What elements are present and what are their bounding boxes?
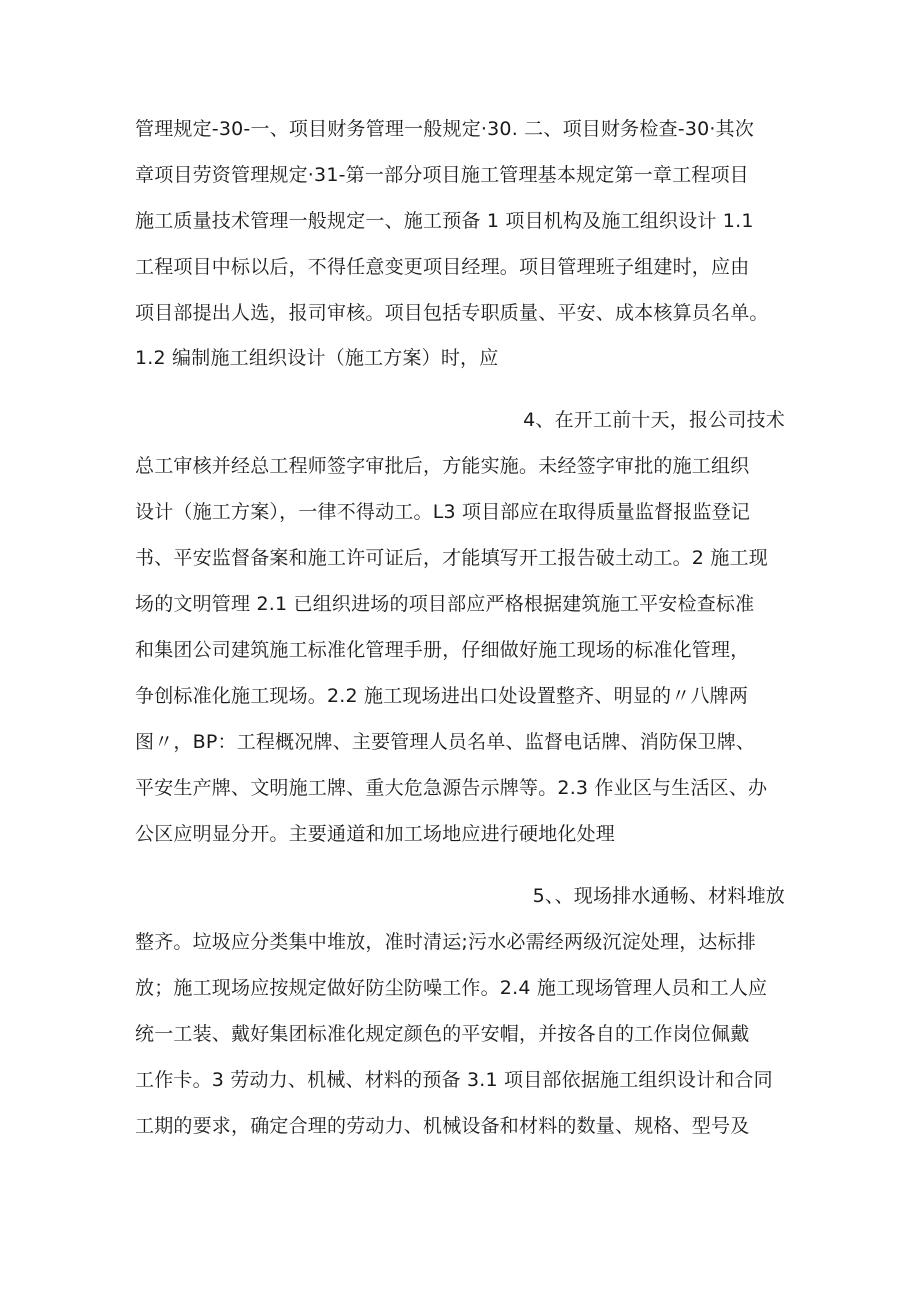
paragraph-line: 平安生产牌、文明施工牌、重大危急源告示牌等。2.3 作业区与生活区、办: [135, 777, 768, 799]
paragraph-line: 工作卡。3 劳动力、机械、材料的预备 3.1 项目部依据施工组织设计和合同: [135, 1069, 773, 1091]
paragraph-line: 工期的要求，确定合理的劳动力、机械设备和材料的数量、规格、型号及: [135, 1115, 750, 1137]
paragraph-line: 设计（施工方案），一律不得动工。L3 项目部应在取得质量监督报监登记: [135, 501, 751, 523]
paragraph-line: 图〃，BP：工程概况牌、主要管理人员名单、监督电话牌、消防保卫牌、: [135, 731, 756, 753]
paragraph-line-indented: 4、在开工前十天，报公司技术: [523, 409, 785, 431]
paragraph-line: 章项目劳资管理规定·31-第一部分项目施工管理基本规定第一章工程项目: [135, 164, 749, 186]
paragraph-line: 争创标准化施工现场。2.2 施工现场进出口处设置整齐、明显的〃八牌两: [135, 685, 749, 707]
paragraph-line: 项目部提出人选，报司审核。项目包括专职质量、平安、成本核算员名单。: [135, 302, 769, 324]
paragraph-line: 管理规定-30-一、项目财务管理一般规定·30. 二、项目财务检查-30·其次: [135, 118, 755, 140]
paragraph-line: 统一工装、戴好集团标准化规定颜色的平安帽，并按各自的工作岗位佩戴: [135, 1023, 750, 1045]
paragraph-line: 书、平安监督备案和施工许可证后，才能填写开工报告破土动工。2 施工现: [135, 547, 768, 569]
paragraph-line: 工程项目中标以后，不得任意变更项目经理。项目管理班子组建时，应由: [135, 256, 750, 278]
paragraph-line: 放；施工现场应按规定做好防尘防噪工作。2.4 施工现场管理人员和工人应: [135, 977, 768, 999]
paragraph-line: 整齐。垃圾应分类集中堆放，准时清运;污水必需经两级沉淀处理，达标排: [135, 931, 757, 953]
paragraph-line: 和集团公司建筑施工标准化管理手册，仔细做好施工现场的标准化管理，: [135, 639, 750, 661]
paragraph-line-indented: 5、、现场排水通畅、材料堆放: [532, 885, 785, 907]
paragraph-line: 总工审核并经总工程师签字审批后，方能实施。未经签字审批的施工组织: [135, 455, 750, 477]
paragraph-line: 施工质量技术管理一般规定一、施工预备 1 项目机构及施工组织设计 1.1: [135, 210, 754, 232]
paragraph-line: 1.2 编制施工组织设计（施工方案）时，应: [135, 347, 499, 369]
paragraph-line: 场的文明管理 2.1 已组织进场的项目部应严格根据建筑施工平安检查标准: [135, 593, 755, 615]
paragraph-line: 公区应明显分开。主要通道和加工场地应进行硬地化处理: [135, 823, 616, 845]
